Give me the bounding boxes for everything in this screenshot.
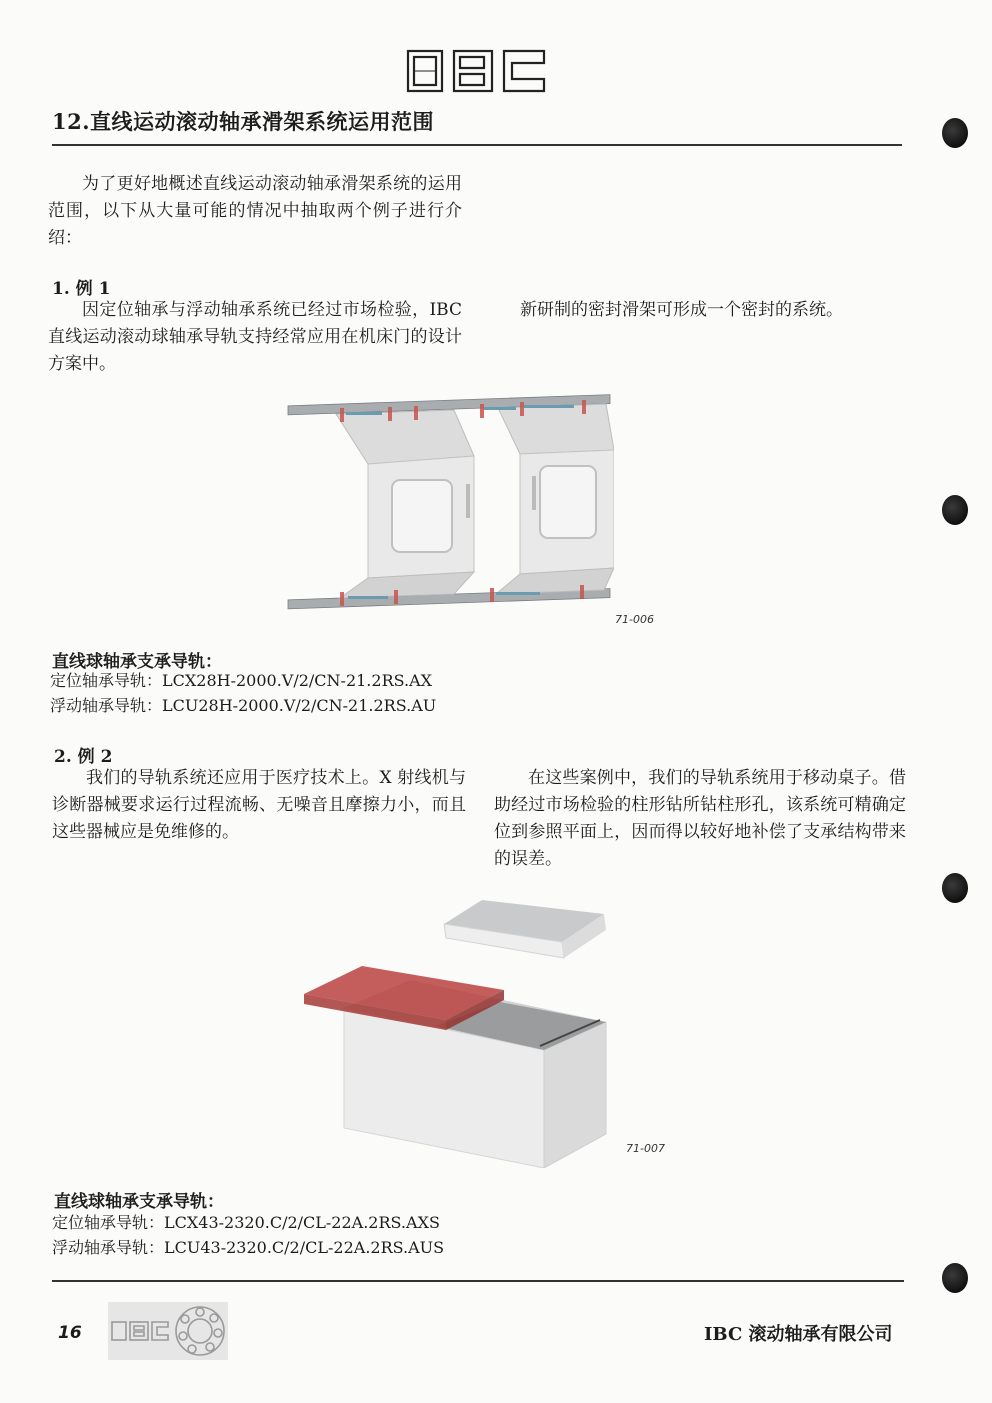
example1-spec-line: 浮动轴承导轨：LCU28H-2000.V/2/CN-21.2RS.AU — [50, 696, 437, 715]
page-number: 16 — [58, 1323, 82, 1343]
footer-rule — [52, 1280, 904, 1282]
binder-hole — [942, 873, 968, 903]
ibc-bearing-logo — [108, 1302, 228, 1360]
example2-heading: 2. 例 2 — [54, 747, 113, 767]
header-rule — [52, 144, 902, 146]
example2-spec-line: 定位轴承导轨：LCX43-2320.C/2/CL-22A.2RS.AXS — [52, 1213, 440, 1232]
binder-hole — [942, 118, 968, 148]
figure1-label: 71-006 — [615, 613, 654, 626]
figure-medical-table — [300, 896, 610, 1168]
example2-spec-heading: 直线球轴承支承导轨： — [54, 1192, 224, 1212]
example1-spec-line: 定位轴承导轨：LCX28H-2000.V/2/CN-21.2RS.AX — [50, 671, 433, 690]
binder-hole — [942, 495, 968, 525]
figure-machine-doors — [284, 392, 614, 612]
example1-right-text: 新研制的密封滑架可形成一个密封的系统。 — [520, 300, 843, 320]
example2-left-text: 我们的导轨系统还应用于医疗技术上。X 射线机与诊断器械要求运行过程流畅、无噪音且摩擦力小，而且这些器械应是免维修的。 — [52, 768, 466, 842]
example2-right-text: 在这些案例中，我们的导轨系统用于移动桌子。借助经过市场检验的柱形钻所钻柱形孔，该系统可精确定位到参照平面上，因而得以较好地补偿了支承结构带来的误差。 — [494, 768, 906, 869]
example1-spec-heading: 直线球轴承支承导轨： — [52, 652, 222, 672]
intro-paragraph: 为了更好地概述直线运动滚动轴承滑架系统的运用范围，以下从大量可能的情况中抽取两个例子进行介绍： — [48, 174, 462, 248]
section-title: 12.直线运动滚动轴承滑架系统运用范围 — [52, 109, 435, 134]
example2-spec-line: 浮动轴承导轨：LCU43-2320.C/2/CL-22A.2RS.AUS — [52, 1238, 445, 1257]
example1-left-text: 因定位轴承与浮动轴承系统已经过市场检验，IBC 直线运动滚动球轴承导轨支持经常应用在机床门的设计方案中。 — [48, 300, 462, 374]
figure2-label: 71-007 — [626, 1142, 665, 1155]
ibc-logo — [406, 49, 546, 93]
company-name: IBC 滚动轴承有限公司 — [704, 1324, 893, 1345]
example1-heading: 1. 例 1 — [52, 279, 111, 299]
binder-hole — [942, 1263, 968, 1293]
